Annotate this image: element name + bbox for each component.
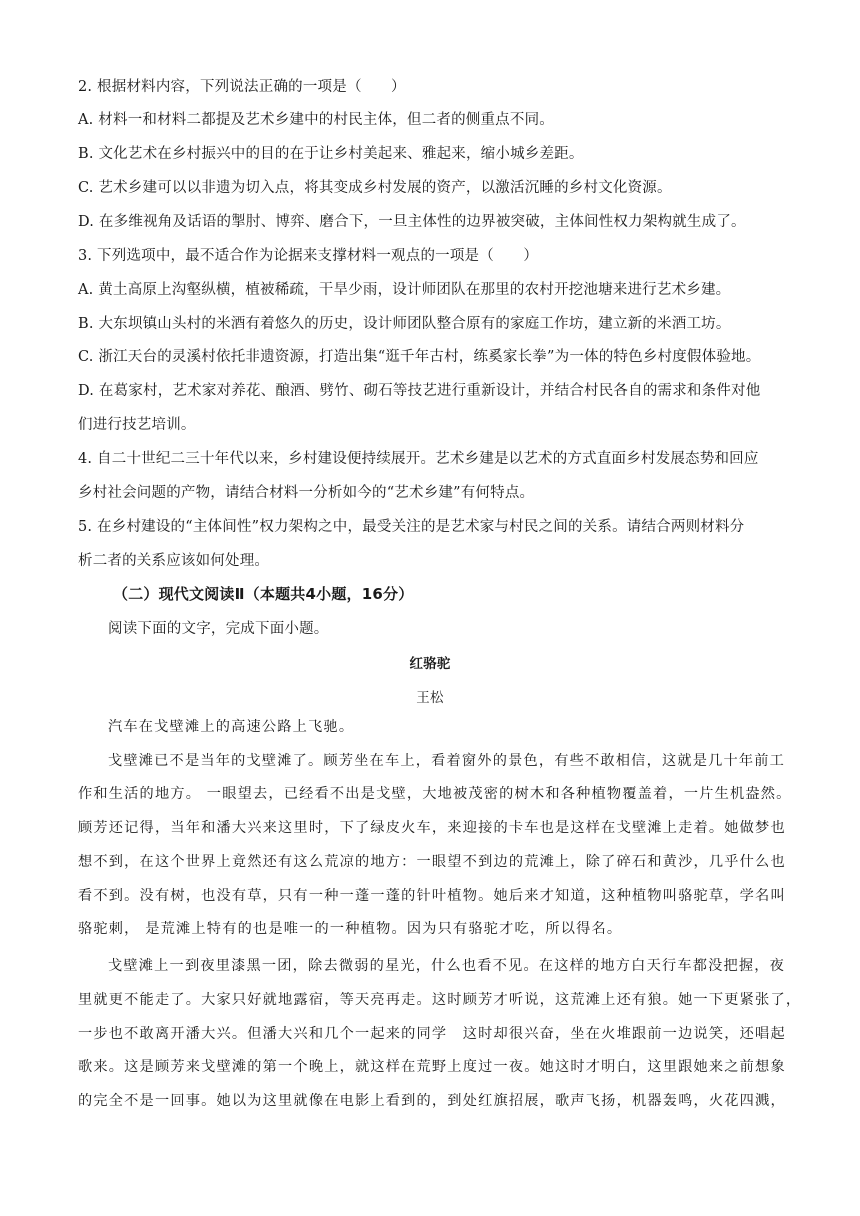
question-5-line-2: 析二者的关系应该如何处理。: [78, 553, 270, 569]
story-line: 的完全不是一回事。她以为这里就像在电影上看到的，到处红旗招展，歌声飞扬，机器轰鸣，火花四溅，: [78, 1093, 786, 1109]
story-title: 红骆驼: [409, 656, 451, 672]
question-2-option-b: B. 文化艺术在乡村振兴中的目的在于让乡村美起来、雅起来，缩小城乡差距。: [78, 146, 584, 162]
story-line: 里就更不能走了。大家只好就地露宿，等天亮再走。这时顾芳才听说，这荒滩上还有狼。她一下更紧张了，: [78, 992, 802, 1008]
question-3-stem: 3. 下列选项中，最不适合作为论据来支撑材料一观点的一项是（ ）: [78, 248, 539, 264]
section-instruction: 阅读下面的文字，完成下面小题。: [108, 621, 329, 637]
story-line: 顾芳还记得，当年和潘大兴来这里时，下了绿皮火车，来迎接的卡车也是这样在戈壁滩上走着。她做梦也: [78, 820, 786, 836]
question-4-line-1: 4. 自二十世纪二三十年代以来，乡村建设便持续展开。艺术乡建是以艺术的方式直面乡村发展态势和回应: [78, 451, 759, 467]
story-author: 王松: [416, 690, 444, 706]
story-line: 想不到，在这个世界上竟然还有这么荒凉的地方：一眼望不到边的荒滩上，除了碎石和黄沙，几乎什么也: [78, 854, 786, 870]
question-3-option-d-line-1: D. 在葛家村，艺术家对养花、酿酒、劈竹、砌石等技艺进行重新设计，并结合村民各自的需求和条件对他: [78, 383, 761, 399]
story-line: 一步也不敢离开潘大兴。但潘大兴和几个一起来的同学 这时却很兴奋，坐在火堆跟前一边说笑，还唱起: [78, 1026, 786, 1042]
section-heading: （二）现代文阅读Ⅱ（本题共4小题，16分）: [113, 585, 414, 603]
question-3-option-d-line-2: 们进行技艺培训。: [78, 417, 196, 433]
question-3-option-c: C. 浙江天台的灵溪村依托非遗资源，打造出集“逛千年古村，练奚家长拳”为一体的特色乡村度假体验地。: [78, 349, 761, 365]
question-4-line-2: 乡村社会问题的产物，请结合材料一分析如今的“艺术乡建”有何特点。: [78, 485, 535, 501]
story-line: 戈壁滩上一到夜里漆黑一团，除去微弱的星光，什么也看不见。在这样的地方白天行车都没把握，夜: [108, 958, 786, 974]
story-line: 骆驼刺， 是荒滩上特有的也是唯一的一种植物。因为只有骆驼才吃，所以得名。: [78, 921, 623, 937]
question-2-option-d: D. 在多维视角及话语的掣肘、博弈、磨合下，一旦主体性的边界被突破，主体间性权力架构就生成了。: [78, 214, 746, 230]
question-2-option-a: A. 材料一和材料二都提及艺术乡建中的村民主体，但二者的侧重点不同。: [78, 112, 554, 128]
story-line: 看不到。没有树，也没有草，只有一种一蓬一蓬的针叶植物。她后来才知道，这种植物叫骆驼草，学名叫: [78, 888, 786, 904]
story-line: 歌来。这是顾芳来戈壁滩的第一个晚上，就这样在荒野上度过一夜。她这时才明白，这里跟她来之前想象: [78, 1059, 786, 1075]
story-line: 汽车在戈壁滩上的高速公路上飞驰。: [108, 719, 355, 735]
story-line: 戈壁滩已不是当年的戈壁滩了。顾芳坐在车上，看着窗外的景色，有些不敢相信，这就是几十年前工: [108, 753, 786, 769]
question-3-option-a: A. 黄土高原上沟壑纵横，植被稀疏，干旱少雨，设计师团队在那里的农村开挖池塘来进行艺术乡建。: [78, 282, 731, 298]
question-2-stem: 2. 根据材料内容，下列说法正确的一项是（ ）: [78, 79, 406, 95]
story-line: 作和生活的地方。 一眼望去，已经看不出是戈壁，大地被茂密的树木和各种植物覆盖着，一片生机盎然。: [78, 786, 792, 802]
question-5-line-1: 5. 在乡村建设的“主体间性”权力架构之中，最受关注的是艺术家与村民之间的关系。请结合两则材料分: [78, 519, 745, 535]
question-3-option-b: B. 大东坝镇山头村的米酒有着悠久的历史，设计师团队整合原有的家庭工作坊，建立新的米酒工坊。: [78, 316, 731, 332]
question-2-option-c: C. 艺术乡建可以以非遗为切入点，将其变成乡村发展的资产，以激活沉睡的乡村文化资源。: [78, 180, 672, 196]
